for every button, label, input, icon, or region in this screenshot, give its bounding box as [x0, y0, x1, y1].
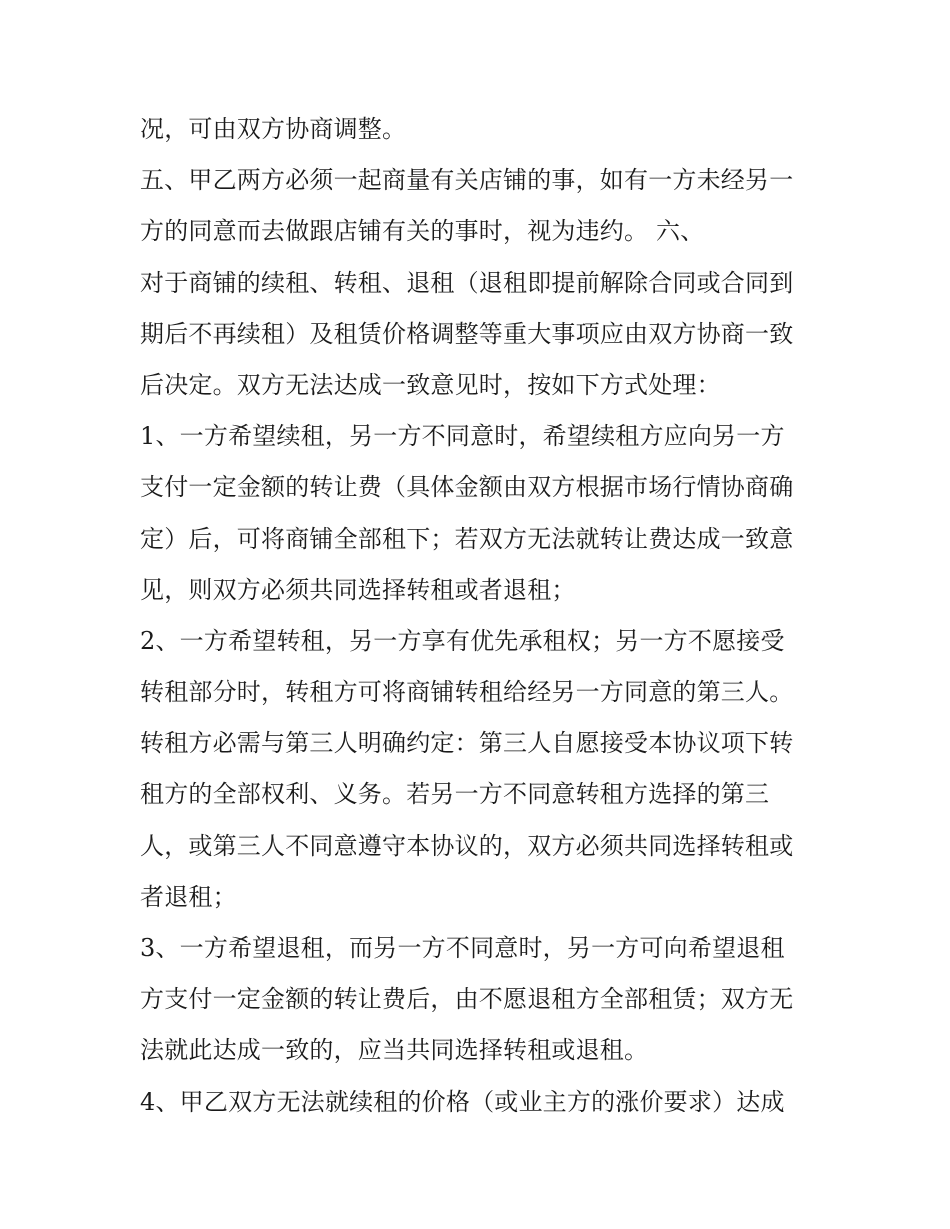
- text-line-5: 期后不再续租）及租赁价格调整等重大事项应由双方协商一致: [140, 319, 794, 348]
- text-line-12: 转租部分时，转租方可将商铺转租给经另一方同意的第三人。: [140, 678, 794, 707]
- document-body: [140, 104, 830, 1128]
- text-line-4: 对于商铺的续租、转租、退租（退租即提前解除合同或合同到: [140, 268, 794, 297]
- text-line-6: 后决定。双方无法达成一致意见时，按如下方式处理：: [140, 370, 721, 399]
- text-line-15: 人，或第三人不同意遵守本协议的，双方必须共同选择转租或: [140, 831, 794, 860]
- text-line-10: 见，则双方必须共同选择转租或者退租；: [140, 575, 576, 604]
- text-line-3: 方的同意而去做跟店铺有关的事时，视为违约。 六、: [140, 217, 705, 246]
- text-line-9: 定）后，可将商铺全部租下；若双方无法就转让费达成一致意: [140, 524, 794, 553]
- text-line-7: 1、一方希望续租，另一方不同意时，希望续租方应向另一方: [140, 422, 785, 451]
- text-line-2: 五、甲乙两方必须一起商量有关店铺的事，如有一方未经另一: [140, 166, 794, 195]
- text-line-16: 者退租；: [140, 882, 237, 911]
- text-line-13: 转租方必需与第三人明确约定：第三人自愿接受本协议项下转: [140, 729, 794, 758]
- text-line-1: 况，可由双方协商调整。: [140, 115, 407, 143]
- text-line-8: 支付一定金额的转让费（具体金额由双方根据市场行情协商确: [140, 473, 794, 502]
- text-line-11: 2、一方希望转租，另一方享有优先承租权；另一方不愿接受: [140, 626, 785, 655]
- text-line-18: 方支付一定金额的转让费后，由不愿退租方全部租赁；双方无: [140, 985, 794, 1014]
- text-line-17: 3、一方希望退租，而另一方不同意时，另一方可向希望退租: [140, 934, 785, 962]
- text-line-20: 4、甲乙双方无法就续租的价格（或业主方的涨价要求）达成: [140, 1087, 785, 1116]
- text-line-14: 租方的全部权利、义务。若另一方不同意转租方选择的第三: [140, 780, 770, 809]
- text-line-19: 法就此达成一致的，应当共同选择转租或退租。: [140, 1036, 649, 1065]
